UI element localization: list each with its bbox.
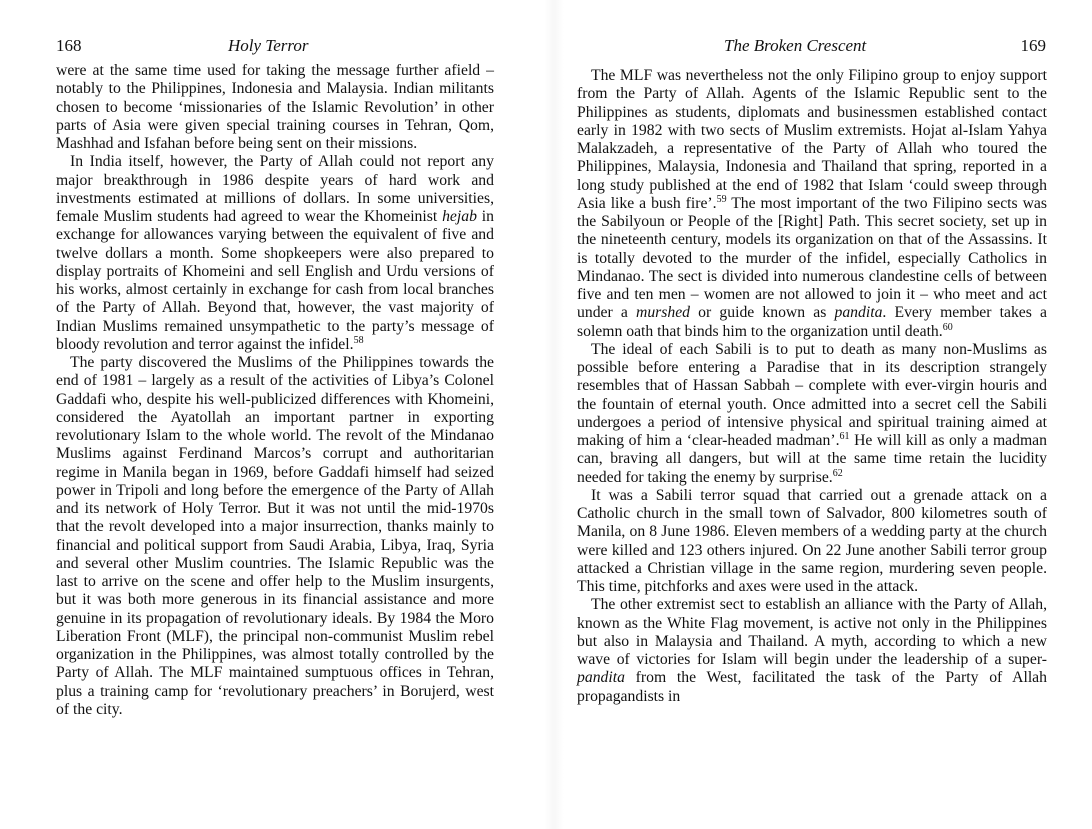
paragraph-text: . Every member takes a solemn oath that binds him to the organization until death. xyxy=(577,304,1047,340)
page-number-left: 168 xyxy=(56,36,82,55)
running-head-title-left: Holy Terror xyxy=(228,36,309,55)
paragraph-text: It was a Sabili terror squad that carried out a grenade attack on a Catholic church in the small town of Salvador, 800 kilometres south of Manila, on 8 June 1986. Eleven members of a wedding party at the church were killed and 123 others injured. On 22 June another Sabili terror group attacked a Christian village in the same region, murdering seven people. This time, pitchforks and axes were used in the attack. xyxy=(577,486,1047,595)
paragraph-text: In India itself, however, the Party of Allah could not report any major breakthrough in 1986 despite years of hard work and investments estimated at millions of dollars. In some universities, female Muslim students had agreed to wear the Khomeinist xyxy=(56,153,494,225)
paragraph-text: or guide known as xyxy=(690,304,835,322)
paragraph-text: The ideal of each Sabili is to put to death as many non-Muslims as possible before entering a Paradise that in its description strangely resembles that of Hassan Sabbah – complete with ever-virgin houris and the fountain of eternal youth. Once admitted into a secret cell the Sabili undergoes a period of intensive physical and spiritual training aimed at making of him a ‘clear-headed madman’. xyxy=(577,340,1047,449)
footnote-ref: 61 xyxy=(839,430,850,442)
paragraph xyxy=(56,62,494,153)
footnote-ref: 60 xyxy=(942,321,953,333)
italic-term: pandita xyxy=(577,669,625,687)
paragraph-text: The party discovered the Muslims of the Philippines towards the end of 1981 – largely as a result of the activities of Libya’s Colonel Gaddafi who, despite his well-publicized differences with Khomeini, considered the Ayatollah an important partner in exporting revolutionary Islam to the whole world. The revolt of the Mindanao Muslims against Ferdinand Marcos’s corrupt and authoritarian regime in Manila began in 1969, before Gaddafi himself had seized power in Tripoli and long before the emergence of the Party of Allah and its network of Holy Terror. But it was not until the mid-1970s that the revolt developed into a major insurrection, thanks mainly to financial and political support from Saudi Arabia, Libya, Iraq, Syria and several other Muslim countries. The Islamic Republic was the last to arrive on the scene and offer help to the Muslim insurgents, but it was both more generous in its financial assistance and more genuine in its propagation of revolutionary ideals. By 1984 the Moro Liberation Front (MLF), the principal non-communist Muslim rebel organization in the Philippines, was almost totally controlled by the Party of Allah. The MLF maintained sumptuous offices in Tehran, plus a training camp for ‘revolutionary preachers’ in Borujerd, west of the city. xyxy=(56,354,494,718)
italic-term: murshed xyxy=(635,304,691,322)
left-page-body xyxy=(56,62,494,719)
running-head-title-right: The Broken Crescent xyxy=(724,36,867,55)
paragraph-text: The most important of the two Filipino sects was the Sabilyoun or People of the [Right] Path. This secret society, set up in the nineteenth century, models its organization on that of the Assassins. It is totally devoted to the murder of the infidel, especially Catholics in Mindanao. The sect is divided into numerous clandestine cells of between five and ten men – women are not allowed to join it – who meet and act under a xyxy=(577,194,1047,322)
right-running-head xyxy=(576,35,1046,57)
italic-term: pandita xyxy=(834,304,883,322)
paragraph-text: He will kill as only a madman can, braving all dangers, but will at the same time retain the lucidity needed for taking the enemy by surprise. xyxy=(577,432,1047,486)
footnote-ref: 58 xyxy=(353,334,364,346)
paragraph-text: in exchange for allowances varying between the equivalent of five and twelve dollars a month. Some shopkeepers were also prepared to display portraits of Khomeini and sell English and Urdu versions of his works, almost certainly in exchange for cash from local branches of the Party of Allah. Beyond that, however, the vast majority of Indian Muslims remained unsympathetic to the party’s message of bloody revolution and terror against the infidel. xyxy=(56,208,494,353)
paragraph xyxy=(577,67,1047,341)
paragraph xyxy=(577,596,1047,706)
page-number-right: 169 xyxy=(1020,36,1046,55)
paragraph-text: The other extremist sect to establish an alliance with the Party of Allah, known as the White Flag movement, is active not only in the Philippines but also in Malaysia and Thailand. A myth, according to which a new wave of victories for Islam will begin under the leadership of a super- xyxy=(577,596,1047,668)
right-page-body xyxy=(577,67,1047,706)
left-running-head xyxy=(56,35,506,57)
footnote-ref: 62 xyxy=(832,467,843,479)
paragraph xyxy=(56,153,494,354)
footnote-ref: 59 xyxy=(716,193,727,205)
paragraph-text: were at the same time used for taking the message further afield – notably to the Philippines, Indonesia and Malaysia. Indian militants chosen to become ‘missionaries of the Islamic Revolution’ in other parts of Asia were given special training courses in Tehran, Qom, Mashhad and Isfahan before being sent on their missions. xyxy=(56,62,494,152)
paragraph-text: The MLF was nevertheless not the only Filipino group to enjoy support from the Party of Allah. Agents of the Islamic Republic sent to the Philippines as students, diplomats and businessmen established contact early in 1982 with two sects of Muslim extremists. Hojat al-Islam Yahya Malakzadeh, a representative of the Party of Allah who toured the Philippines, Malaysia, Indonesia and Thailand that spring, reported in a long study published at the end of 1982 that Islam ‘could sweep through Asia like a bush fire’. xyxy=(577,67,1047,212)
italic-term: hejab xyxy=(442,208,477,225)
paragraph xyxy=(56,354,494,719)
paragraph xyxy=(577,487,1047,597)
paragraph xyxy=(577,341,1047,487)
right-page xyxy=(546,0,1092,829)
paragraph-text: from the West, facilitated the task of the Party of Allah propagandists in xyxy=(577,669,1047,705)
